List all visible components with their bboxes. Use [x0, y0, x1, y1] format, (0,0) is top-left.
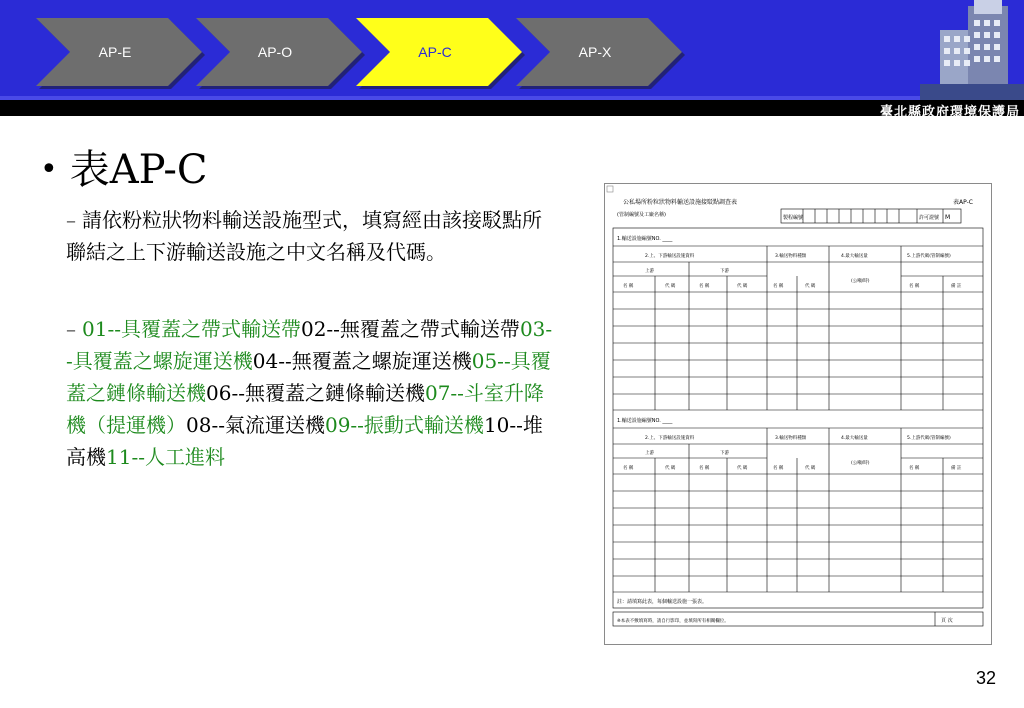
- dash-icon: –: [66, 317, 76, 341]
- form-down-label: 下游: [720, 269, 729, 274]
- form-sub-col: 代 碼: [665, 284, 676, 289]
- form-col-header: 3.輸送物料種類: [775, 436, 807, 441]
- form-sub-col: 名 稱: [773, 284, 784, 289]
- code-item: 06--無覆蓋之鏈條輸送機: [206, 381, 425, 405]
- form-sub-right-value: M: [945, 214, 951, 221]
- form-sub-col: 代 碼: [737, 466, 748, 471]
- form-sub-col: 名 稱: [773, 466, 784, 471]
- form-col-header: 5.上游代碼(管制編號): [907, 436, 951, 441]
- code-item: 04--無覆蓋之螺旋運送機: [252, 349, 472, 373]
- page-number: 32: [975, 668, 996, 688]
- form-sub-left: (管制編號及工廠名稱): [617, 212, 666, 218]
- form-unit-label: (公噸/時): [851, 279, 870, 284]
- tab-label: AP-X: [578, 44, 612, 60]
- form-table-block-2: [613, 428, 983, 592]
- form-col-header: 2.上、下游輸送設施資料: [645, 254, 695, 259]
- form-sub-col: 名 稱: [699, 466, 710, 471]
- code-item: 02--無覆蓋之帶式輸送帶: [300, 317, 520, 341]
- form-image: [604, 183, 992, 645]
- tab-label: AP-O: [257, 44, 293, 60]
- form-sub-col: 名 稱: [699, 284, 710, 289]
- code-item: 09--振動式輸送機: [324, 413, 484, 437]
- paragraph-codes: [66, 313, 556, 473]
- form-sub-col: 代 碼: [805, 284, 816, 289]
- form-up-label: 上游: [645, 269, 654, 274]
- code-item: 11--人工進料: [106, 445, 225, 469]
- code-item: 07--斗室升降機（提運機）: [66, 381, 544, 437]
- form-sub-col: 備 註: [951, 466, 962, 471]
- paragraph-text: 請依粉粒狀物料輸送設施型式，填寫經由該接駁點所聯結之上下游輸送設施之中文名稱及代碼。: [66, 208, 542, 264]
- form-sub-col: 名 稱: [909, 284, 920, 289]
- form-col-header: 4.最大輸送量: [841, 254, 868, 259]
- form-sub-col: 代 碼: [665, 466, 676, 471]
- form-col-header: 5.上游代碼(管制編號): [907, 254, 951, 259]
- form-sub-col: 名 稱: [623, 284, 634, 289]
- form-sub-mid: 製程編號: [783, 215, 804, 221]
- form-sub-col: 備 註: [951, 284, 962, 289]
- form-sub-col: 代 碼: [805, 466, 816, 471]
- code-item: 01--具覆蓋之帶式輸送帶: [82, 317, 301, 341]
- title-text: 表AP-C: [69, 147, 208, 193]
- code-item: 10--堆高機: [66, 413, 543, 469]
- form-sub-col: 代 碼: [737, 284, 748, 289]
- tab-ap-o[interactable]: [190, 12, 370, 92]
- tab-ap-x[interactable]: [510, 12, 690, 92]
- header-bottom-band: [0, 100, 1024, 116]
- tab-ap-c[interactable]: [350, 12, 530, 92]
- code-item: 05--具覆蓋之鏈條輸送機: [66, 349, 551, 405]
- code-item: 03--具覆蓋之螺旋運送機: [66, 317, 553, 373]
- nav-tabs: [30, 12, 710, 92]
- tab-label: AP-C: [418, 44, 452, 60]
- bullet-icon: •: [40, 152, 58, 187]
- form-section-label-1: 1.輸送設施編號NO. ____: [617, 236, 673, 242]
- building-logo-image: [920, 0, 1024, 100]
- tab-label: AP-E: [98, 44, 132, 60]
- form-footer-note: 註：請填寫此表，每個輸送設施一張表。: [617, 599, 708, 605]
- form-col-header: 2.上、下游輸送設施資料: [645, 436, 695, 441]
- form-col-header: 3.輸送物料種類: [775, 254, 807, 259]
- paragraph-instructions: [66, 204, 556, 268]
- form-col-header: 4.最大輸送量: [841, 436, 868, 441]
- tab-ap-e[interactable]: [30, 12, 210, 92]
- dash-icon: –: [66, 208, 76, 232]
- form-table-block-1: [613, 246, 983, 410]
- form-sub-col: 名 稱: [623, 466, 634, 471]
- form-up-label: 上游: [645, 451, 654, 456]
- code-item: 08--氣流運送機: [186, 413, 325, 437]
- form-unit-label: (公噸/時): [851, 461, 870, 466]
- codes-list: [66, 317, 552, 469]
- form-sub-col: 名 稱: [909, 466, 920, 471]
- form-header-left: 公私場所粉粒狀物料輸送設施接駁點調查表: [623, 199, 738, 206]
- form-down-label: 下游: [720, 451, 729, 456]
- slide-title: [40, 138, 207, 195]
- form-footer-bottom: ※本表不敷填寫時，請自行影印，並填寫所有相關欄位。: [617, 619, 729, 624]
- org-name-text: 臺北縣政府環境保護局: [879, 104, 1020, 119]
- form-header-right: 表AP-C: [953, 199, 973, 206]
- form-footer-page: 頁 次: [941, 618, 953, 624]
- form-section-label-2: 1.輸送設施編號NO. ____: [617, 418, 673, 424]
- form-drawing: [605, 184, 991, 644]
- form-sub-right: 許可證號: [919, 215, 940, 221]
